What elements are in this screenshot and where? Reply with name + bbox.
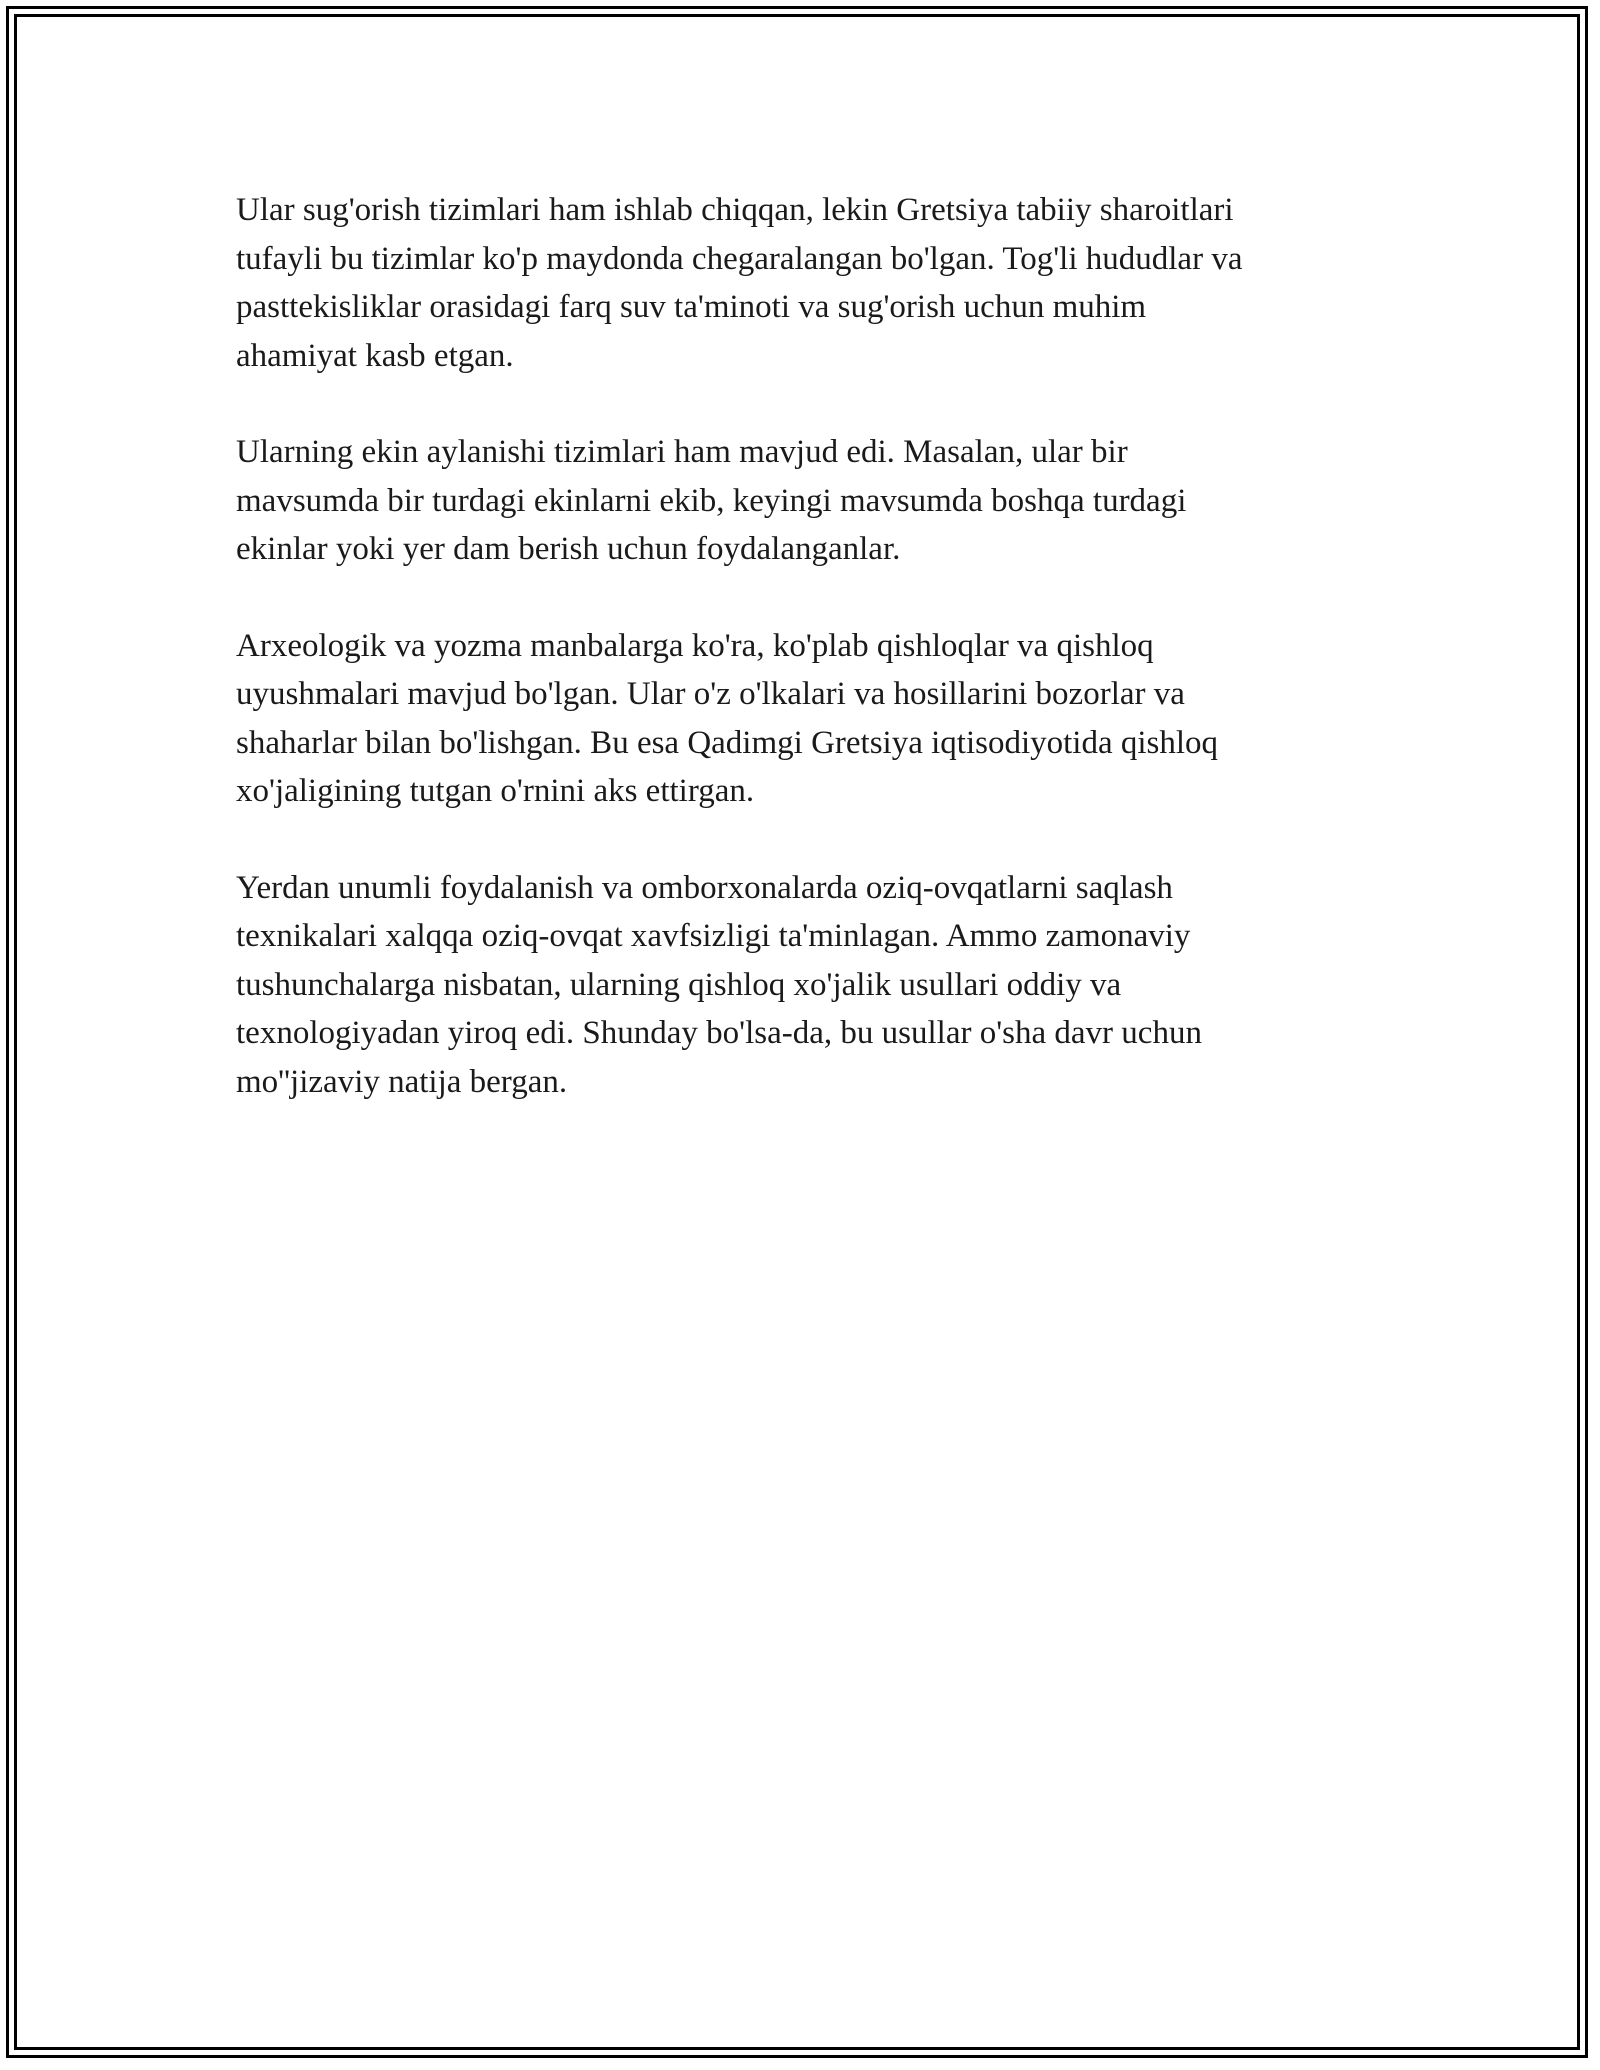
document-body xyxy=(236,186,1376,1154)
paragraph-villages: Arxeologik va yozma manbalarga ko'ra, ko'plab qishloqlar va qishloq uyushmalari mavjud bo'lgan. Ular o'z o'lkalari va hosillarini bozorlar va shaharlar bilan bo'lishgan. Bu esa Qadimgi Gretsiya iqtisodiyotida qishloq xo'jaligining tutgan o'rnini aks ettirgan. xyxy=(236,627,1219,809)
paragraph-food-storage: Yerdan unumli foydalanish va omborxonalarda oziq-ovqatlarni saqlash texnikalari xalqqa oziq-ovqat xavfsizligi ta'minlagan. Ammo zamonaviy tushunchalarga nisbatan, ularning qishloq xo'jalik usullari oddiy va texnologiyadan yiroq edi. Shunday bo'lsa-da, bu usullar o'sha davr uchun mo''jizaviy natija bergan. xyxy=(236,869,1202,1100)
paragraph-irrigation: Ular sug'orish tizimlari ham ishlab chiqqan, lekin Gretsiya tabiiy sharoitlari tufayli bu tizimlar ko'p maydonda chegaralangan bo'lgan. Tog'li hududlar va pasttekisliklar orasidagi farq suv ta'minoti va sug'orish uchun muhim ahamiyat kasb etgan. xyxy=(236,192,1243,374)
paragraph-crop-rotation: Ularning ekin aylanishi tizimlari ham mavjud edi. Masalan, ular bir mavsumda bir turdagi ekinlarni ekib, keyingi mavsumda boshqa turdagi ekinlar yoki yer dam berish uchun foydalanganlar. xyxy=(236,434,1187,567)
